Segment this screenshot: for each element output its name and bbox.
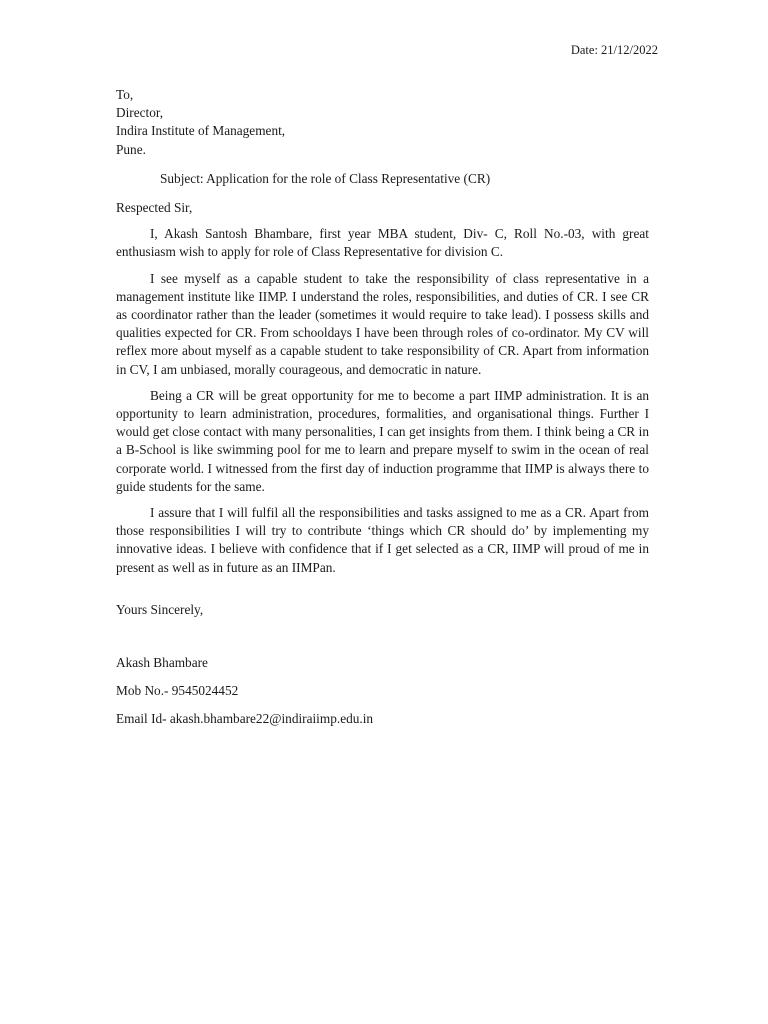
- letter-subject: Subject: Application for the role of Class Representative (CR): [160, 170, 491, 186]
- address-line: To,: [116, 87, 134, 102]
- recipient-address: [116, 86, 649, 159]
- salutation: Respected Sir,: [116, 200, 193, 216]
- mobile-number: Mob No.- 9545024452: [116, 683, 239, 699]
- address-line: Director,: [116, 105, 164, 121]
- letter-body: [116, 86, 649, 729]
- letter-date: Date: 21/12/2022: [570, 43, 658, 57]
- body-paragraph: Being a CR will be great opportunity for me to become a part IIMP administration. It is an opportunity to learn administration, procedures, formalities, and organisational things. Further I would get close contact with many personalities, I can get insights from them. I think being a CR in a B-School is like swimming pool for me to learn and prepare myself to swim in the ocean of real corporate world. I witnessed from the first day of induction programme that IIMP is always there to guide students for the same.: [116, 387, 649, 494]
- body-paragraph: I see myself as a capable student to take the responsibility of class representative in a management institute like IIMP. I understand the roles, responsibilities, and duties of CR. I see CR as coordinator rather than the leader (sometimes it would require to take lead). I possess skills and qualities expected for CR. From schooldays I have been through roles of co-ordinator. My CV will reflex more about myself as a capable student to take responsibility of CR. Apart from information in CV, I am unbiased, morally courageous, and democratic in nature.: [116, 270, 649, 377]
- address-line: Indira Institute of Management,: [116, 123, 286, 139]
- body-paragraph: I, Akash Santosh Bhambare, first year MBA student, Div- C, Roll No.-03, with great enthusiasm wish to apply for role of Class Representative for division C.: [116, 226, 649, 260]
- closing: Yours Sincerely,: [116, 601, 204, 617]
- signatory-name: Akash Bhambare: [116, 655, 208, 671]
- body-paragraph: I assure that I will fulfil all the responsibilities and tasks assigned to me as a CR. Apart from those responsibilities I will try to contribute ‘things which CR should do’ by implementing my innovative ideas. I believe with confidence that if I get selected as a CR, IIMP will proud of me in present as well as in future as an IIMPan.: [116, 505, 649, 575]
- email-address: Email Id- akash.bhambare22@indiraiimp.edu.in: [116, 711, 374, 727]
- address-line: Pune.: [116, 141, 146, 157]
